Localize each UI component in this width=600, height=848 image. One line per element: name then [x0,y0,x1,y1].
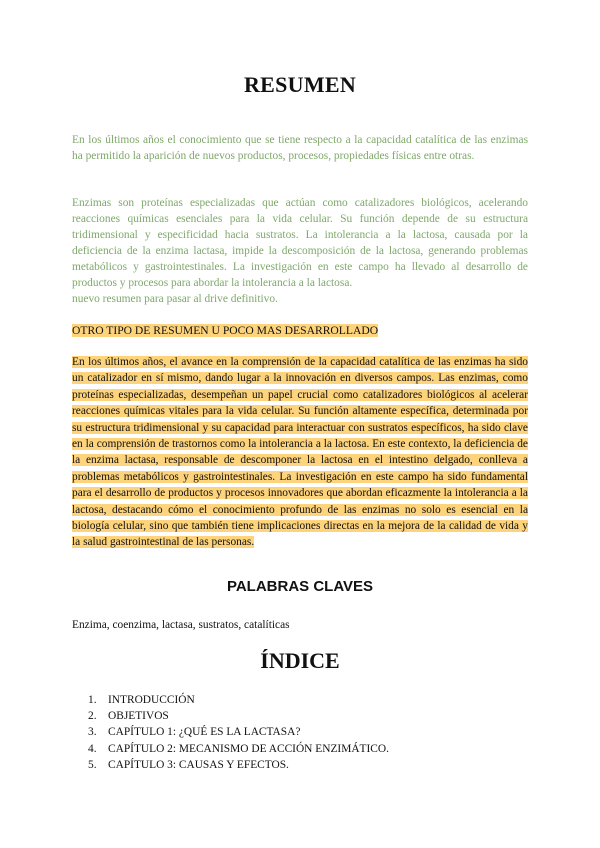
index-item-label: INTRODUCCIÓN [108,694,195,706]
index-item-label: CAPÍTULO 1: ¿QUÉ ES LA LACTASA? [108,726,301,739]
index-item-number: 4. [88,742,97,755]
index-item-number: 3. [88,726,97,739]
alt-summary-heading [72,323,378,339]
page-title: RESUMEN [243,72,357,97]
index-item-number: 1. [88,694,97,706]
index-item [88,708,389,724]
index-item-label: CAPÍTULO 3: CAUSAS Y EFECTOS. [108,758,289,771]
index-item-number: 2. [88,710,97,723]
index-item-label: CAPÍTULO 2: MECANISMO DE ACCIÓN ENZIMÁTICO. [108,742,389,755]
index-item [88,741,389,757]
index-heading: ÍNDICE [260,648,340,673]
index-item-label: OBJETIVOS [108,710,169,723]
alt-summary-text: En los últimos años, el avance en la comprensión de la capacidad catalítica de las enzimas ha sido un catalizador en sí mismo, dando lugar a la innovación en diversos campos. Las enzimas, como proteínas especializadas, desempeñan un papel crucial como catalizadores biológicos al acelerar reacciones químicas vitales para la vida celular. Su función altamente específica, determinada por su estructura tridimensional y su capacidad para interactuar con sustratos específicos, ha sido clave en la comprensión de trastornos como la intolerancia a la lactosa. En este contexto, la deficiencia de la enzima lactasa, responsable de descomponer la lactosa en el intestino delgado, conlleva a problemas metabólicos y gastrointestinales. La investigación en este campo ha sido fundamental para el desarrollo de productos y procesos innovadores que abordan eficazmente la intolerancia a la lactosa, destacando cómo el conocimiento profundo de las enzimas no solo es esencial en la biología celular, sino que también tiene implicaciones directas en la mejora de la calidad de vida y la salud gastrointestinal de las personas. [72,356,528,549]
index-item [88,692,389,708]
index-item [88,724,389,740]
summary-paragraph-1: En los últimos años el conocimiento que se tiene respecto a la capacidad catalítica de las enzimas ha permitido la aparición de nuevos productos, procesos, propiedades físicas entre otras. [72,134,528,162]
summary-paragraph-2: Enzimas son proteínas especializadas que actúan como catalizadores biológicos, acelerando reacciones químicas esenciales para la vida celular. Su función depende de su estructura tridimensional y especificidad hacia sustratos. La intolerancia a la lactosa, causada por la deficiencia de la enzima lactasa, impide la descomposición de la lactosa, generando problemas metabólicos y gastrointestinales. La investigación en este campo ha llevado al desarrollo de productos y procesos para abordar la intolerancia a la lactosa. [72,197,528,289]
summary-note: nuevo resumen para pasar al drive definitivo. [72,293,278,305]
index-list [88,692,389,773]
alt-summary-paragraph [72,354,528,551]
keywords-heading: PALABRAS CLAVES [226,578,374,595]
alt-summary-heading-text: OTRO TIPO DE RESUMEN U POCO MAS DESARROLLADO [72,324,379,337]
index-item [88,757,389,773]
keywords-text: Enzima, coenzima, lactasa, sustratos, catalíticas [72,619,290,631]
index-item-number: 5. [88,758,97,771]
